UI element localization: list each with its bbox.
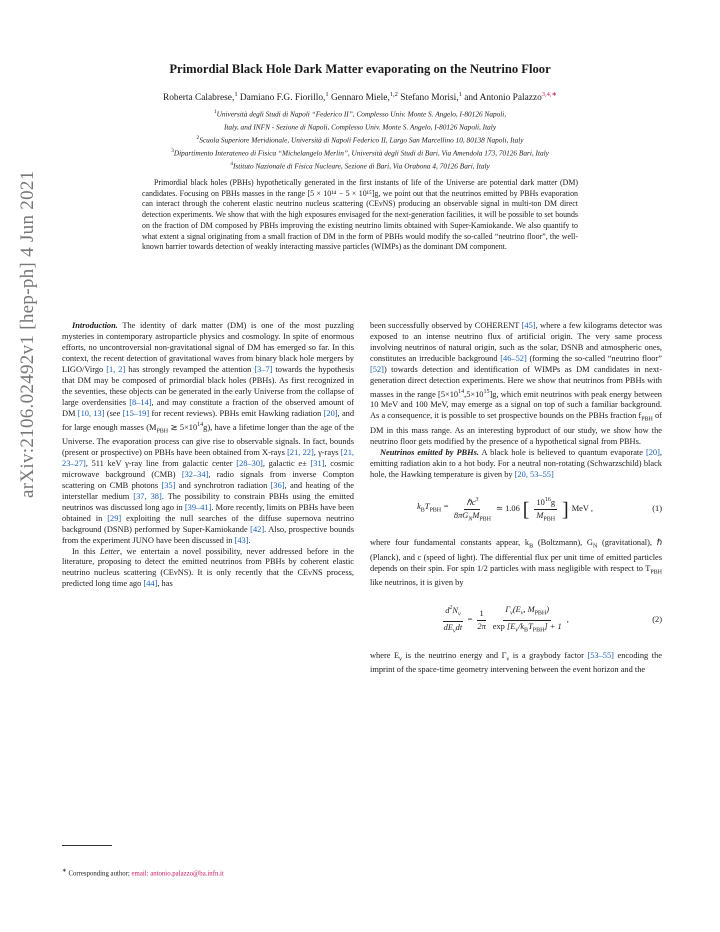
- citation-link[interactable]: [29]: [107, 513, 122, 523]
- author: and Antonio Palazzo$^{3,4,∗}$: [464, 91, 557, 104]
- author-list: [60, 90, 660, 103]
- right-column: [370, 321, 662, 676]
- arxiv-identifier: arXiv:2106.02492v1 [hep-ph] 4 Jun 2021: [17, 170, 38, 498]
- citation-link[interactable]: [20, 53–55]: [514, 469, 554, 479]
- affiliations: [40, 107, 680, 172]
- citation-link[interactable]: [53–55]: [587, 650, 614, 660]
- citation-link[interactable]: [46–52]: [500, 353, 527, 363]
- affiliation: $^2$Scuola Superiore Meridionale, Università di Napoli Federico II, Largo San Marcellino 10, 80138 Napoli, Italy: [196, 135, 524, 145]
- constants-paragraph: where four fundamental constants appear, $k_B$ (Boltzmann), $G_N$ (gravitational), ℏ (Planck), and c (speed of light). The differential flux per unit time of emitted particles depends on their spin. For spin 1/2 particles with mass negligible with respect to $T_{PBH}$ like neutrinos, it is given by: [370, 538, 662, 588]
- author: Damiano F.G. Fiorillo,$^1$: [239, 91, 329, 104]
- affiliation: Italy, and INFN - Sezione di Napoli, Complesso Univ. Monte S. Angelo, I-80126 Napoli, Italy: [223, 122, 497, 132]
- citation-link[interactable]: [45]: [521, 321, 536, 330]
- left-column: [62, 321, 354, 590]
- equation-number: (2): [652, 614, 662, 624]
- coherent-paragraph: been successfully observed by COHERENT [45], where a few kilograms detector was exposed to an intense neutrino flux of artificial origin. The very same process involving neutrinos of natural origin, such as the solar, DSNB and atmospheric ones, constitutes an irreducible background [46–52] (forming the so-called “neutrino floor” [52]) towards detection and identification of WIMPs as DM candidates in next-generation direct detection experiments. Here we show that neutrinos from PBHs with masses in the range $[5\times 10^{14},5\times 10^{15}]g$, which emit neutrinos with peak energy between 10 MeV and 100 MeV, may emerge as a signal on top of such a familiar background. As a consequence, it is possible to set prospective bounds on the PBHs fraction $f_{PBH}$ of DM in this mass range. As an interesting byproduct of our study, we show how the neutrino floor gets modified by the presence of a hypothetical signal from PBHs.: [370, 321, 662, 446]
- citation-link[interactable]: [20]: [645, 447, 660, 457]
- differential-flux-formula: $\frac{d^2N_\nu}{dE_\nu dt}$ = $\frac{1}{2\pi}$ $\frac{\Gamma_\nu(E_\nu, M_{PBH})}{\exp [E_\nu/k_BT_{PBH}] + 1}$ ,: [443, 604, 569, 635]
- paper-title: Primordial Black Hole Dark Matter evaporating on the Neutrino Floor: [169, 62, 551, 76]
- citation-link[interactable]: [8–14]: [129, 397, 152, 407]
- citation-link[interactable]: [21, 22]: [287, 447, 314, 457]
- equation-2: [370, 603, 662, 636]
- citation-link[interactable]: [21, 23–27]: [62, 447, 355, 468]
- citation-link[interactable]: [20]: [323, 408, 338, 418]
- citation-link[interactable]: [52]: [370, 364, 384, 374]
- citation-link[interactable]: [36]: [270, 480, 285, 490]
- hawking-temperature-formula: $k_BT_{PBH}$ = $\frac{\hbar c^3}{8\pi G_NM_{PBH}}$ ≃ 1.06 [ $\frac{10^{16}g}{M_{PBH}}$ ] MeV ,: [417, 496, 593, 523]
- citation-link[interactable]: [43]: [234, 535, 249, 545]
- author: Gennaro Miele,$^{1,2}$: [330, 91, 398, 104]
- citation-link[interactable]: [31]: [310, 458, 325, 468]
- citation-link[interactable]: [32–34]: [181, 469, 209, 479]
- abstract: Primordial black holes (PBHs) hypothetically generated in the first instants of life of the Universe are potential dark matter (DM) candidates. Focusing on PBHs masses in the range [5 × 10¹⁴ − 5 × 10¹⁵]g, we point out that the neutrinos emitted by PBHs evaporation can interact through the coherent elastic neutrino nucleus scattering (CEνNS) producing an observable signal in multi-ton DM direct detection experiments. We show that with the high exposures envisaged for the next-generation facilities, it will be possible to set bounds on the fraction of DM composed by PBHs improving the existing neutrino limits obtained with Super-Kamiokande. We also quantify to what extent a signal originating from a small fraction of DM in the form of PBHs would modify the so-called “neutrino floor”, the well-known barrier towards detection of weakly interacting massive particles (WIMPs) as the dominant DM component.: [142, 178, 578, 252]
- citation-link[interactable]: [42]: [250, 524, 265, 534]
- citation-link[interactable]: [39–41]: [184, 502, 212, 512]
- equation-number: (1): [652, 504, 662, 514]
- affiliation: $^1$Università degli Studi di Napoli “Federico II”, Complesso Univ. Monte S. Angelo, I-80126 Napoli,: [213, 109, 507, 119]
- footnote-divider: [62, 845, 112, 846]
- citation-link[interactable]: [15–19]: [122, 408, 150, 418]
- section-heading-introduction: Introduction.: [72, 321, 118, 330]
- email-link[interactable]: email: antonio.palazzo@ba.infn.it: [131, 870, 224, 878]
- neutrinos-paragraph: Neutrinos emitted by PBHs. A black hole is believed to quantum evaporate [20], emitting radiation akin to a hot body. For a neutral non-rotating (Schwarzschild) black hole, the Hawking temperature is given by [20, 53–55]: [370, 447, 662, 479]
- author: Roberta Calabrese,$^1$: [162, 91, 238, 104]
- corresponding-author-link[interactable]: 3,4,∗: [541, 91, 557, 98]
- citation-link[interactable]: [37, 38]: [133, 491, 162, 501]
- citation-link[interactable]: [1, 2]: [106, 364, 126, 374]
- graybody-paragraph: where $E_\nu$ is the neutrino energy and $\Gamma_\nu$ is a graybody factor [53–55] encoding the imprint of the space-time geometry intervening between the event horizon and the: [370, 650, 663, 675]
- author: Stefano Morisi,$^1$: [400, 91, 462, 104]
- section-heading-neutrinos: Neutrinos emitted by PBHs.: [380, 447, 480, 457]
- equation-1: [370, 495, 662, 524]
- intro-paragraph: Introduction. The identity of dark matter (DM) is one of the most puzzling mysteries in contemporary astroparticle physics and cosmology. In spite of enormous efforts, no uncontroversial non-gravitational signal of DM has emerged so far. In this context, the recent detection of gravitational waves from binary black hole mergers by LIGO/Virgo [1, 2] has strongly revamped the attention [3–7] towards the hypothesis that DM may be composed of primordial black holes (PBHs). As first recognized in the seventies, these objects can be generated in the early Universe from the collapse of large overdensities [8–14], and may constitute a fraction of the observed amount of DM [10, 13] (see [15–19] for recent reviews). PBHs emit Hawking radiation [20], and for large enough masses ($M_{PBH}$ ≳ $5\times 10^{14}g$), have a lifetime longer than the age of the Universe. The evaporation process can give rise to observable signals. In fact, bounds (present or prospective) on PBHs have been obtained from X-rays [21, 22], γ-rays [21, 23–27], 511 keV γ-ray line from galactic center [28–30], galactic e± [31], cosmic microwave background (CMB) [32–34], radio signals from inverse Compton scattering on CMB photons [35] and synchrotron radiation [36], and heating of the interstellar medium [37, 38]. The possibility to constrain PBHs using the emitted neutrinos was discussed long ago in [39–41]. More recently, limits on PBHs have been obtained in [29] exploiting the null searches of the diffuse supernova neutrino background (DSNB) performed by Super-Kamiokande [42]. Also, prospective bounds from the experiment JUNO have been discussed in [43].: [62, 321, 355, 545]
- citation-link[interactable]: [3–7]: [254, 364, 273, 374]
- citation-link[interactable]: [28–30]: [236, 458, 263, 468]
- footnote: ∗ Corresponding author; email: antonio.palazzo@ba.infn.it: [62, 868, 224, 878]
- citation-link[interactable]: [10, 13]: [77, 408, 105, 418]
- citation-link[interactable]: [35]: [161, 480, 176, 490]
- affiliation: $^4$Istituto Nazionale di Fisica Nucleare, Sezione di Bari, Via Orabona 4, 70126 Bari, Italy: [230, 161, 490, 171]
- letter-paragraph: In this Letter, we entertain a novel possibility, never addressed before in the literature, proposing to detect the emitted neutrinos from PBHs by coherent elastic neutrino nucleus scattering (CEνNS). It is only recently that the CEνNS process, predicted long time ago [44], has: [62, 546, 355, 589]
- citation-link[interactable]: [44]: [143, 579, 158, 589]
- affiliation: $^3$Dipartimento Interateneo di Fisica “Michelangelo Merlin”, Università degli Studi di Bari, Via Amendola 173, 70126 Bari, Italy: [171, 148, 549, 158]
